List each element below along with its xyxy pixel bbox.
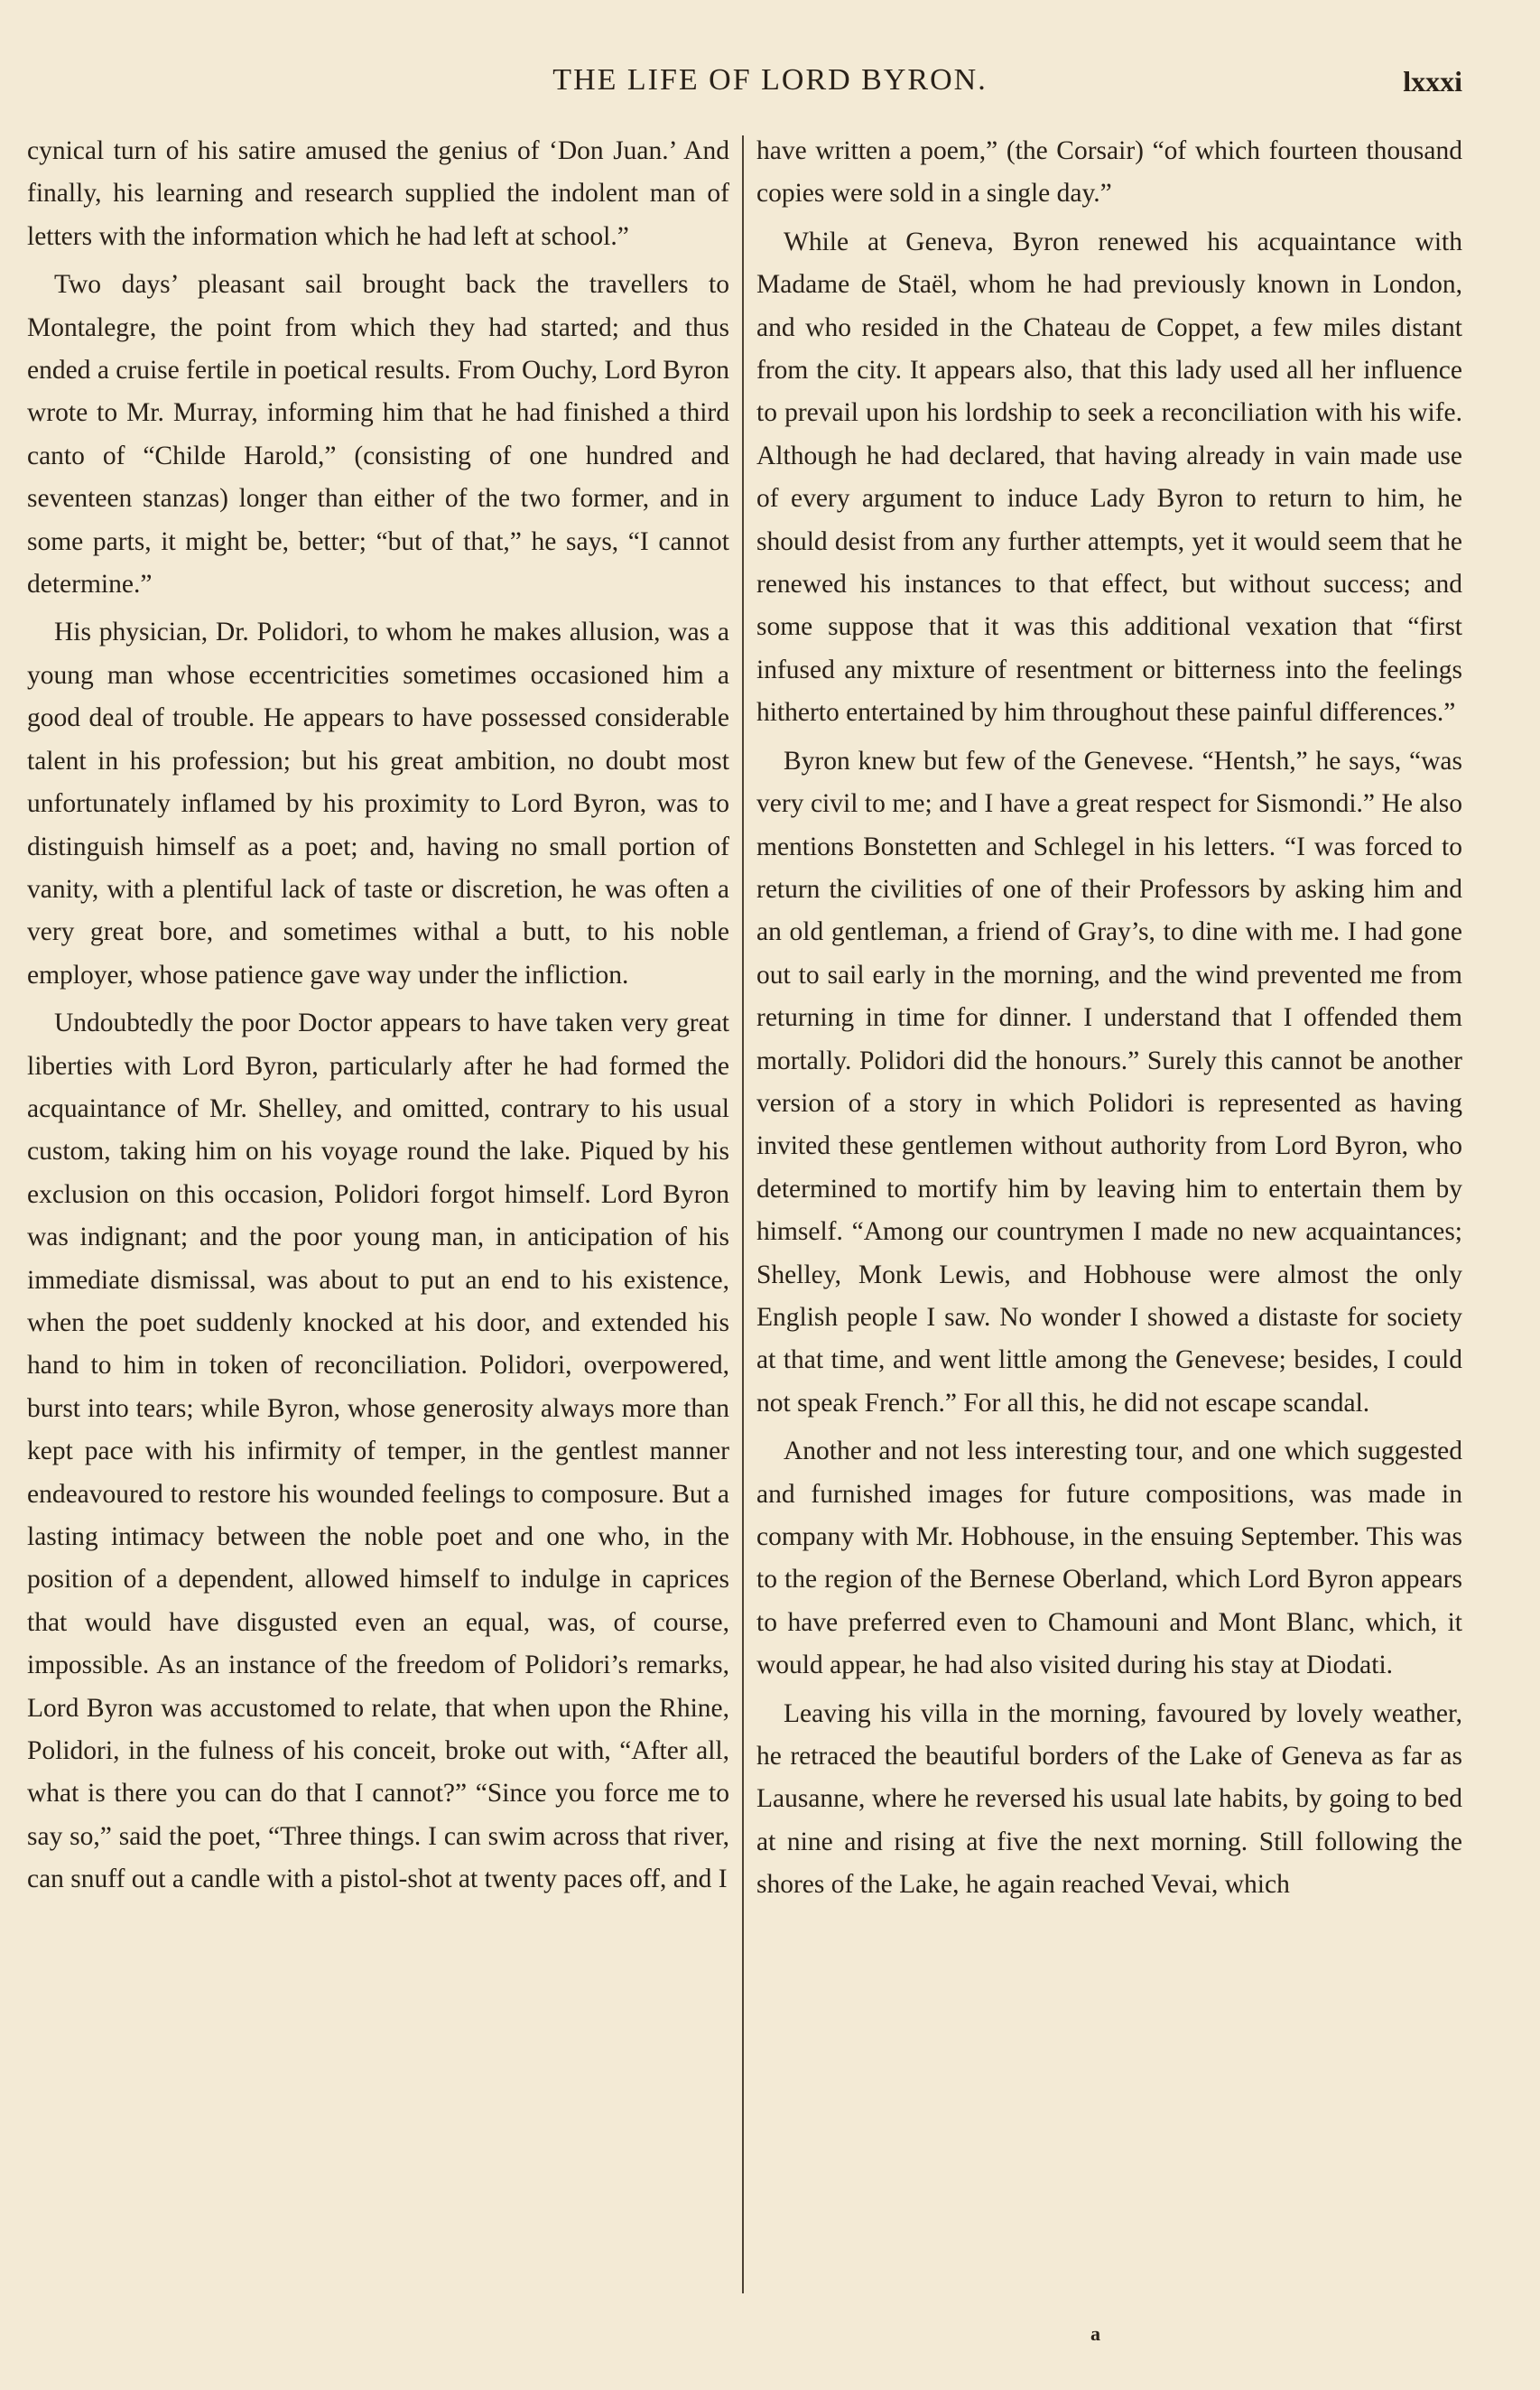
column-divider [742, 135, 744, 2293]
signature-mark: a [1090, 2322, 1100, 2345]
running-head [0, 63, 1540, 117]
right-column [756, 130, 1462, 1912]
right-paragraph-1: have written a poem,” (the Corsair) “of which fourteen thousand copies were sold in a single day.” [756, 136, 1462, 209]
left-paragraph-1: cynical turn of his satire amused the genius of ‘Don Juan.’ And finally, his learning and research supplied the indolent man of letters with the information which he had left at school.” [27, 136, 729, 251]
left-paragraph-3: His physician, Dr. Polidori, to whom he makes allusion, was a young man whose eccentricities sometimes occasioned him a good deal of trouble. He appears to have possessed considerable talent in his profession; but his great ambition, no doubt most unfortunately inflamed by his proximity to Lord Byron, was to distinguish himself as a poet; and, having no small portion of vanity, with a plentiful lack of taste or discretion, he was often a very great bore, and sometimes withal a butt, to his noble employer, whose patience gave way under the infliction. [27, 618, 729, 990]
right-paragraph-2: While at Geneva, Byron renewed his acquaintance with Madame de Staël, whom he had previously known in London, and who resided in the Chateau de Coppet, a few miles distant from the city. It appears also, that this lady used all her influence to prevail upon his lordship to seek a reconciliation with his wife. Although he had declared, that having already in vain made use of every argument to induce Lady Byron to return to him, he should desist from any further attempts, yet it would seem that he renewed his instances to that effect, but without success; and some suppose that it was this additional vexation that “first infused any mixture of resentment or bitterness into the feelings hitherto entertained by him throughout these painful differences.” [756, 227, 1462, 728]
right-paragraph-4: Another and not less interesting tour, and one which suggested and furnished images for future compositions, was made in company with Mr. Hobhouse, in the ensuing September. This was to the region of the Bernese Oberland, which Lord Byron appears to have preferred even to Chamouni and Mont Blanc, which, it would appear, he had also visited during his stay at Diodati. [756, 1437, 1462, 1680]
right-paragraph-5: Leaving his villa in the morning, favoured by lovely weather, he retraced the beautiful borders of the Lake of Geneva as far as Lausanne, where he reversed his usual late habits, by going to bed at nine and rising at five the next morning. Still following the shores of the Lake, he again reached Vevai, which [756, 1698, 1462, 1900]
page-number: lxxxi [1403, 65, 1462, 98]
left-paragraph-2: Two days’ pleasant sail brought back the travellers to Montalegre, the point from which they had started; and thus ended a cruise fertile in poetical results. From Ouchy, Lord Byron wrote to Mr. Murray, informing him that he had finished a third canto of “Childe Harold,” (consisting of one hundred and seventeen stanzas) longer than either of the two former, and in some parts, it might be, better; “but of that,” he says, “I cannot determine.” [27, 270, 729, 600]
left-column [27, 130, 729, 1907]
right-paragraph-3: Byron knew but few of the Genevese. “Hentsh,” he says, “was very civil to me; and I have a great respect for Sismondi.” He also mentions Bonstetten and Schlegel in his letters. “I was forced to return the civilities of one of their Professors by asking him and an old gentleman, a friend of Gray’s, to dine with me. I had gone out to sail early in the morning, and the wind prevented me from returning in time for dinner. I understand that I offended them mortally. Polidori did the honours.” Surely this cannot be another version of a story in which Polidori is represented as having invited these gentlemen without authority from Lord Byron, who determined to mortify him by leaving him to entertain them by himself. “Among our countrymen I made no new acquaintances; Shelley, Monk Lewis, and Hobhouse were almost the only English people I saw. No wonder I showed a distaste for society at that time, and went little among the Genevese; besides, I could not speak French.” For all this, he did not escape scandal. [756, 746, 1462, 1418]
left-paragraph-4: Undoubtedly the poor Doctor appears to have taken very great liberties with Lord Byron, particularly after he had formed the acquaintance of Mr. Shelley, and omitted, contrary to his usual custom, taking him on his voyage round the lake. Piqued by his exclusion on this occasion, Polidori forgot himself. Lord Byron was indignant; and the poor young man, in anticipation of his immediate dismissal, was about to put an end to his existence, when the poet suddenly knocked at his door, and extended his hand to him in token of reconciliation. Polidori, overpowered, burst into tears; while Byron, whose generosity always more than kept pace with his infirmity of temper, in the gentlest manner endeavoured to restore his wounded feelings to composure. But a lasting intimacy between the noble poet and one who, in the position of a dependent, allowed himself to indulge in caprices that would have disgusted even an equal, was, of course, impossible. As an instance of the freedom of Polidori’s remarks, Lord Byron was accustomed to relate, that when upon the Rhine, Polidori, in the fulness of his conceit, broke out with, “After all, what is there you can do that I cannot?” “Since you force me to say so,” said the poet, “Three things. I can swim across that river, can snuff out a candle with a pistol-shot at twenty paces off, and I [27, 1009, 729, 1894]
running-title: THE LIFE OF LORD BYRON. [552, 63, 988, 97]
